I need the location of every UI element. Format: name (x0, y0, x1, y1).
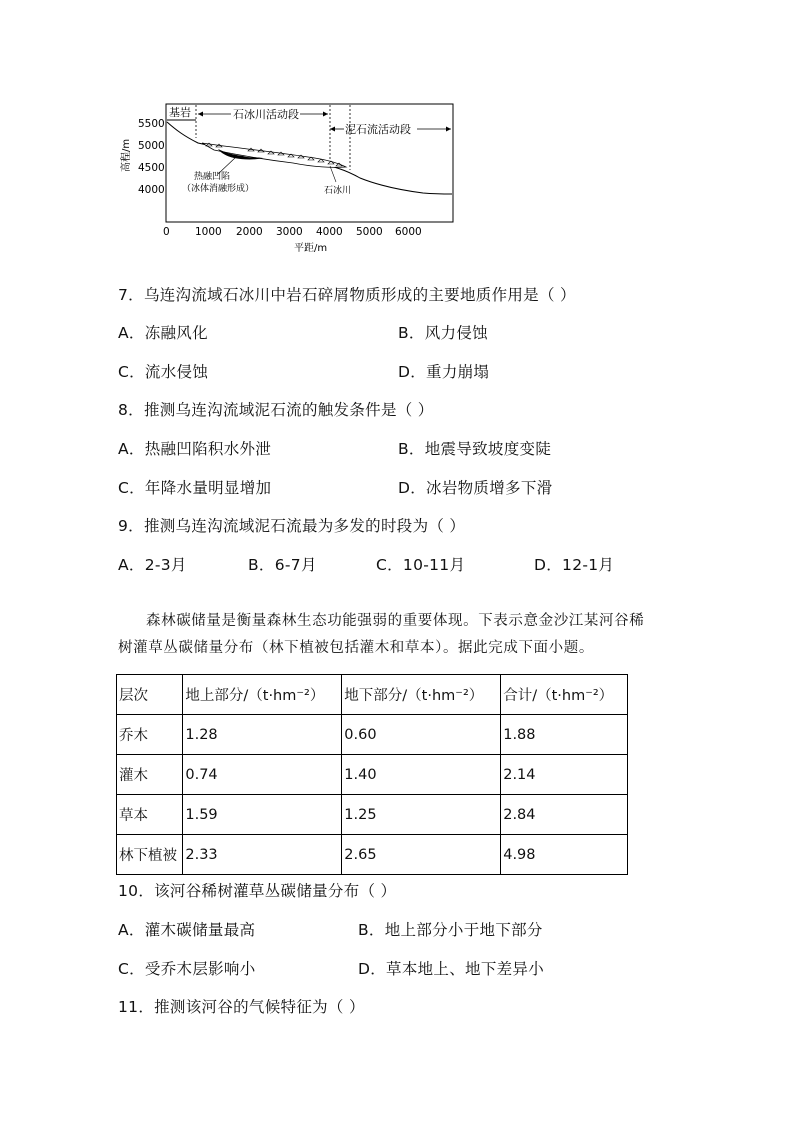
question-7-option-a[interactable]: A．冻融风化 (118, 324, 208, 342)
table-cell: 4.98 (501, 835, 628, 875)
table-row (117, 715, 628, 755)
rock-glacier-body (202, 143, 346, 167)
table-cell: 2.14 (501, 755, 628, 795)
question-8-option-a[interactable]: A．热融凹陷积水外泄 (118, 440, 272, 458)
question-7-option-c[interactable]: C．流水侵蚀 (118, 363, 209, 381)
x-tick-2000: 2000 (236, 226, 263, 238)
table-cell: 0.74 (183, 755, 342, 795)
rock-glacier-label: 石冰川 (324, 186, 352, 196)
x-tick-0: 0 (163, 226, 170, 238)
table-cell: 0.60 (342, 715, 501, 755)
question-9-stem: 9．推测乌连沟流域泥石流最为多发的时段为（ ） (118, 517, 466, 535)
question-9-option-d[interactable]: D．12-1月 (534, 556, 615, 574)
x-axis-ticks (163, 226, 422, 238)
question-10-stem: 10．该河谷稀树灌草丛碳储量分布（ ） (118, 882, 397, 900)
y-tick-5000: 5000 (138, 140, 165, 152)
question-7-option-b[interactable]: B．风力侵蚀 (398, 324, 488, 342)
table-row (117, 835, 628, 875)
table-header-cell: 层次 (117, 675, 183, 715)
question-10-option-a[interactable]: A．灌木碳储量最高 (118, 921, 256, 939)
table-cell: 1.40 (342, 755, 501, 795)
question-9-option-a[interactable]: A．2-3月 (118, 556, 187, 574)
intro-line-1: 森林碳储量是衡量森林生态功能强弱的重要体现。下表示意金沙江某河谷稀 (146, 613, 645, 629)
question-7-option-d[interactable]: D．重力崩塌 (398, 363, 490, 381)
y-tick-5500: 5500 (138, 118, 165, 130)
table-header-row (117, 675, 628, 715)
table-cell: 乔木 (117, 715, 183, 755)
elevation-profile-figure (118, 100, 463, 260)
question-11-stem: 11．推测该河谷的气候特征为（ ） (118, 998, 365, 1016)
y-axis-label: 高程/m (121, 138, 132, 172)
table-header-cell: 地下部分/（t·hm⁻²） (342, 675, 501, 715)
y-axis-ticks (138, 118, 165, 196)
table-cell: 1.59 (183, 795, 342, 835)
question-10-option-b[interactable]: B．地上部分小于地下部分 (358, 921, 543, 939)
question-8-stem: 8．推测乌连沟流域泥石流的触发条件是（ ） (118, 401, 434, 419)
thermokarst-note: （冰体消融形成） (182, 184, 255, 194)
question-9-option-c[interactable]: C．10-11月 (376, 556, 466, 574)
table-header-cell: 合计/（t·hm⁻²） (501, 675, 628, 715)
table-cell: 2.84 (501, 795, 628, 835)
question-10-option-c[interactable]: C．受乔木层影响小 (118, 960, 256, 978)
table-cell: 2.65 (342, 835, 501, 875)
question-10-option-d[interactable]: D．草本地上、地下差异小 (358, 960, 545, 978)
glacier-section-label: 石冰川活动段 (233, 108, 299, 121)
carbon-storage-table (116, 674, 628, 875)
table-cell: 林下植被 (117, 835, 183, 875)
x-axis-label: 平距/m (294, 243, 328, 254)
intro-line-2: 树灌草丛碳储量分布（林下植被包括灌木和草本）。据此完成下面小题。 (118, 640, 594, 656)
table-header-cell: 地上部分/（t·hm⁻²） (183, 675, 342, 715)
x-tick-6000: 6000 (395, 226, 422, 238)
x-tick-4000: 4000 (316, 226, 343, 238)
question-8-option-d[interactable]: D．冰岩物质增多下滑 (398, 479, 553, 497)
table-cell: 灌木 (117, 755, 183, 795)
bedrock-label: 基岩 (169, 106, 191, 119)
question-8-option-b[interactable]: B．地震导致坡度变陡 (398, 440, 552, 458)
table-cell: 1.25 (342, 795, 501, 835)
table-row (117, 795, 628, 835)
thermokarst-label: 热融凹陷 (194, 172, 231, 182)
table-cell: 草本 (117, 795, 183, 835)
x-tick-5000: 5000 (356, 226, 383, 238)
y-tick-4500: 4500 (138, 162, 165, 174)
table-row (117, 755, 628, 795)
question-8-option-c[interactable]: C．年降水量明显增加 (118, 479, 272, 497)
table-cell: 1.88 (501, 715, 628, 755)
x-tick-3000: 3000 (276, 226, 303, 238)
x-tick-1000: 1000 (195, 226, 222, 238)
question-9-option-b[interactable]: B．6-7月 (248, 556, 317, 574)
table-cell: 1.28 (183, 715, 342, 755)
y-tick-4000: 4000 (138, 184, 165, 196)
debris-section-label: 泥石流活动段 (345, 123, 411, 136)
table-cell: 2.33 (183, 835, 342, 875)
question-7-stem: 7．乌连沟流域石冰川中岩石碎屑物质形成的主要地质作用是（ ） (118, 286, 576, 304)
